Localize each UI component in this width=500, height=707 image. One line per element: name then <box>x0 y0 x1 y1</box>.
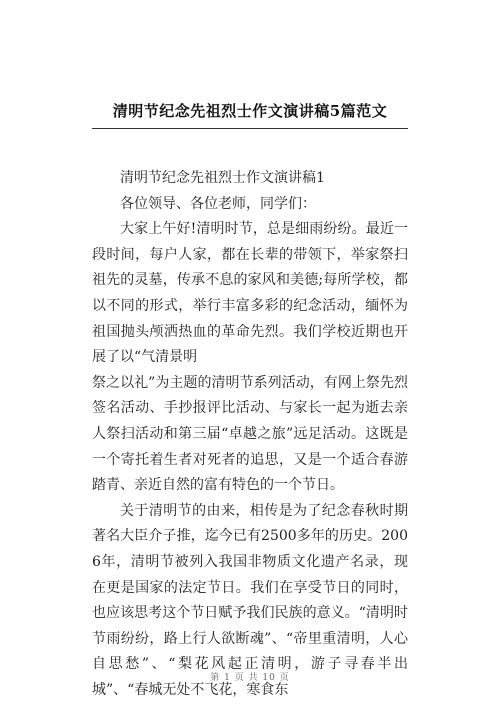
document-title: 清明节纪念先祖烈士作文演讲稿5篇范文 <box>112 102 388 120</box>
greeting-line: 各位领导、各位老师，同学们： <box>120 195 316 212</box>
paragraph-1-continued: 祭之以礼”为主题的清明节系列活动，有网上祭先烈签名活动、手抄报评比活动、与家长一起为逝去亲人祭扫活动和第三届“卓越之旅”远足活动。这既是一个寄托着生者对死者的追思，又是一个适合春游踏青、亲近自然的富有特色的一个节日。 <box>92 374 408 494</box>
title-divider <box>92 128 408 129</box>
paragraph-2: 关于清明节的由来，相传是为了纪念春秋时期著名大臣介子推，迄今已有2500多年的历史。2006年，清明节被列入我国非物质文化遗产名录，现在更是国家的法定节日。我们在享受节日的同时，也应该思考这个节日赋予我们民族的意义。“清明时节雨纷纷，路上行人欲断魂”、“帝里重清明，人心自思愁”、“梨花风起正清明，游子寻春半出城”、“春城无处不飞花，寒食东 <box>92 502 408 698</box>
section-heading: 清明节纪念先祖烈士作文演讲稿1 <box>120 170 325 186</box>
paragraph-1: 大家上午好!清明时节，总是细雨纷纷。最近一段时间，每户人家，都在长辈的带领下，举家祭扫祖先的灵墓，传承不息的家风和美德;每所学校，都以不同的形式，举行丰富多彩的纪念活动，缅怀为祖国抛头颅洒热血的革命先烈。我们学校近期也开展了以“气清景明 <box>92 221 408 366</box>
page-footer: 第 1 页 共 10 页 <box>210 673 290 683</box>
document-body <box>92 166 408 703</box>
